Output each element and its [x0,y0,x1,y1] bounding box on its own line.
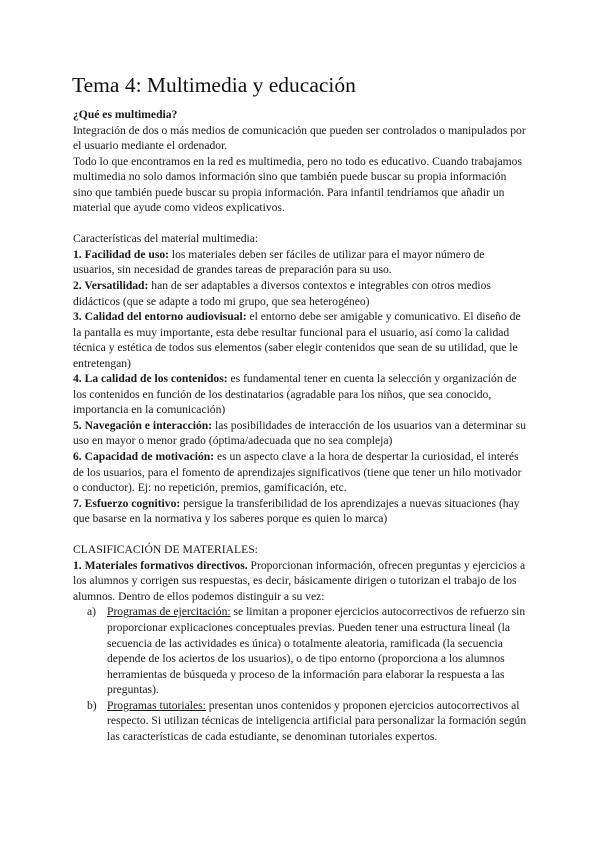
sublist-item [73,604,528,697]
characteristic-text: han de ser adaptables a diversos contextos e integrables con otros medios didácticos (que se adapte a todo mi grupo, que sea heterogéneo) [73,278,491,308]
sublist-term: Programas tutoriales: [107,698,206,712]
characteristic-label: 2. Versatilidad: [73,278,149,292]
characteristic-label: 4. La calidad de los contenidos: [73,372,228,386]
characteristic-text: el entorno debe ser amigable y comunicativo. El diseño de la pantalla es muy importante, esta debe resultar funcional para el usuario, así como la calidad técnica y estética de todos sus elementos (saber elegir contenidos que sean de su utilidad, que le entretengan) [73,310,521,370]
classification-item [73,558,528,605]
characteristic-label: 1. Facilidad de uso: [73,247,169,261]
characteristic-item [73,278,528,309]
classification-sublist [73,604,528,744]
characteristic-text: es fundamental tener en cuenta la selección y organización de los contenidos en función de los destinatarios (agradable para los niños, que sea conocido, importancia en la comunicación) [73,372,517,417]
sublist-marker: b) [87,698,97,712]
characteristic-label: 7. Esfuerzo cognitivo: [73,496,181,510]
page-title: Tema 4: Multimedia y educación [72,73,356,97]
sublist-text: se limitan a proponer ejercicios autocorrectivos de refuerzo sin proporcionar explicaciones conceptuales previas. Pueden tener una estructura lineal (la secuencia de las actividades es única) o totalmente aleatoria, ramificada (la secuencia depende de los aciertos de los usuarios), o de tipo entorno (proporciona a los alumnos herramientas de búsqueda y proceso de la información para elaborar la respuesta a las preguntas). [107,605,526,697]
intro-question-text: ¿Qué es multimedia? [73,108,178,121]
sublist-text: presentan unos contenidos y proponen ejercicios autocorrectivos al respecto. Si utilizan técnicas de inteligencia artificial para personalizar la formación según las características de cada estudiante, se denominan tutoriales expertos. [107,698,527,743]
characteristic-item [73,371,528,418]
characteristics-heading: Características del material multimedia: [73,232,259,246]
characteristic-item [73,449,528,496]
intro-definition: Integración de dos o más medios de comunicación que pueden ser controlados o manipulados por el usuario mediante el ordenador. [73,123,526,153]
characteristic-item [73,496,528,527]
characteristic-label: 5. Navegación e interacción: [73,418,213,432]
classification-label: 1. Materiales formativos directivos. [73,558,248,572]
characteristic-item [73,247,528,278]
sublist-term: Programas de ejercitación: [107,605,231,619]
characteristic-label: 3. Calidad del entorno audiovisual: [73,310,247,324]
spacer [73,216,528,232]
classification-text: Proporcionan información, ofrecen preguntas y ejercicios a los alumnos y corrigen sus respuestas, es decir, básicamente dirigen o tutorizan el trabajo de los alumnos. Dentro de ellos podemos distinguir a su vez: [73,558,526,603]
sublist-marker: a) [87,605,97,619]
characteristic-item [73,309,528,371]
spacer [73,527,528,543]
characteristic-text: persigue la transferibilidad de los aprendizajes a nuevas situaciones (hay que basarse en la normativa y los saberes porque es quien lo marca) [73,496,520,526]
intro-question [73,107,528,123]
sublist-item [73,698,528,745]
intro-paragraph: Todo lo que encontramos en la red es multimedia, pero no todo es educativo. Cuando trabajamos multimedia no solo damos información sino que también puede buscar su propia información sino que también puede buscar su propia información. Para infantil tendríamos que añadir un material que ayude como videos explicativos. [73,154,522,215]
characteristic-label: 6. Capacidad de motivación: [73,449,215,463]
characteristic-text: los materiales deben ser fáciles de utilizar para el mayor número de usuarios, sin necesidad de grandes tareas de preparación para su uso. [73,247,485,277]
characteristic-item [73,418,528,449]
classification-heading: CLASIFICACIÓN DE MATERIALES: [73,543,258,557]
characteristic-text: las posibilidades de interacción de los usuarios van a determinar su uso en mayor o menor grado (óptima/adecuada que no sea compleja) [73,418,527,448]
characteristic-text: es un aspecto clave a la hora de despertar la curiosidad, el interés de los usuarios, para el fomento de aprendizajes significativos (tiene que tener un hilo motivador o conductor). Ej: no repetición, premios, gamificación, etc. [73,449,522,495]
